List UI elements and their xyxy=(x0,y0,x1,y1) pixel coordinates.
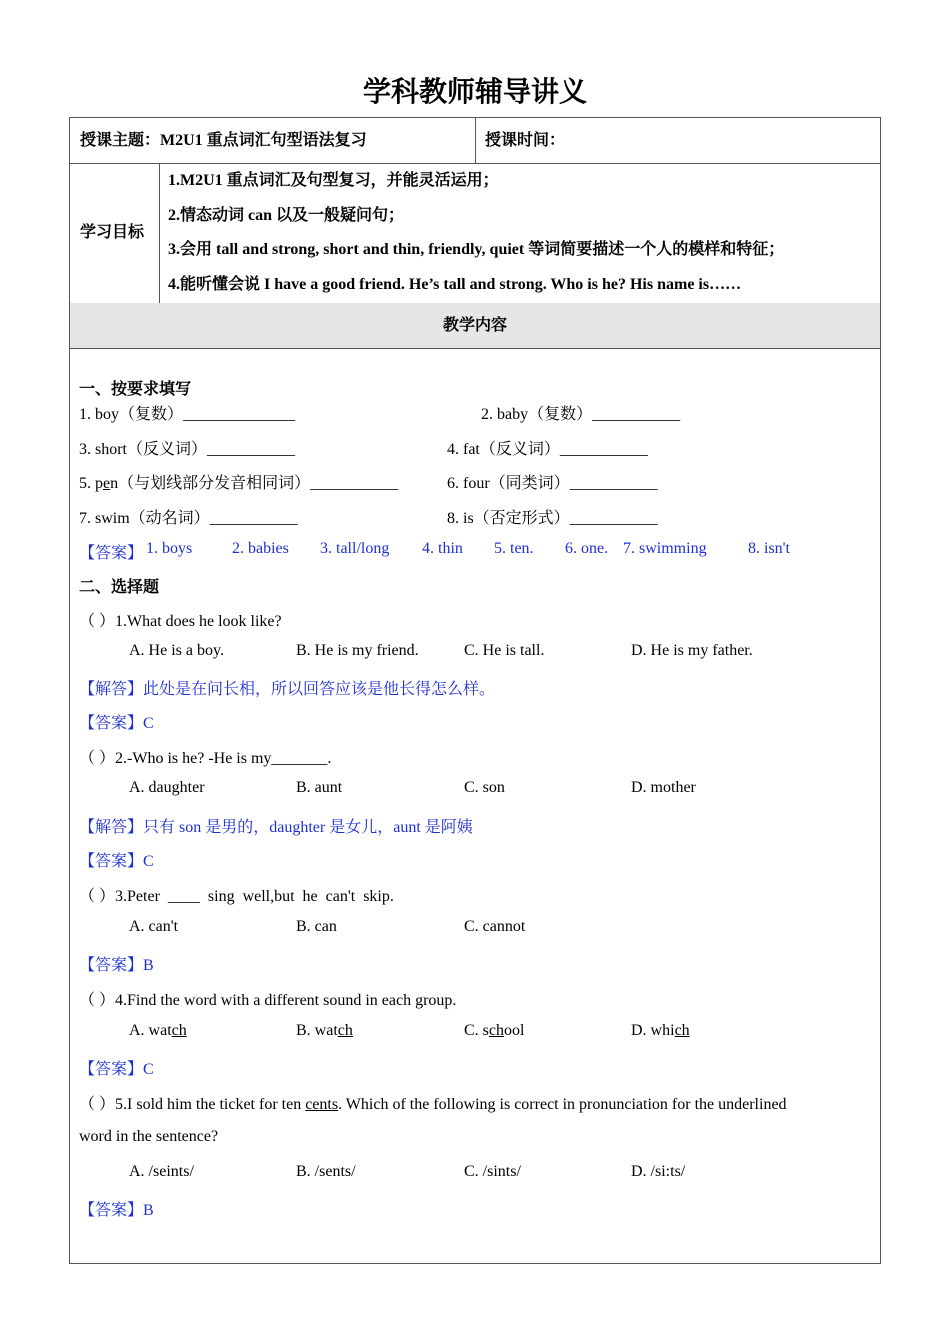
q4-option-d: D. which xyxy=(631,1022,690,1039)
objective-item: 4.能听懂会说 I have a good friend. He’s tall and strong. Who is he? His name is…… xyxy=(168,276,742,293)
section1-answer: 4. thin xyxy=(422,540,463,557)
q3-option-b: B. can xyxy=(296,918,337,935)
content-header: 教学内容 xyxy=(442,317,507,334)
section2-heading: 二、选择题 xyxy=(79,579,160,596)
q2-option-a: A. daughter xyxy=(129,779,205,796)
q4-option-c: C. school xyxy=(464,1022,525,1039)
q3-option-c: C. cannot xyxy=(464,918,526,935)
topic-label: 授课主题：M2U1 重点词汇句型语法复习 xyxy=(80,132,367,149)
fill-item-3: 3. short（反义词）___________ xyxy=(79,441,296,458)
section1-answer: 6. one. xyxy=(565,540,609,557)
q2-option-c: C. son xyxy=(464,779,505,796)
q5-option-b: B. /sents/ xyxy=(296,1163,356,1180)
q1-option-a: A. He is a boy. xyxy=(129,642,224,659)
objective-item: 2.情态动词 can 以及一般疑问句； xyxy=(168,207,405,224)
fill-item-6: 6. four（同类词）___________ xyxy=(447,475,658,492)
q4-option-b: B. watch xyxy=(296,1022,353,1039)
q3-answer: 【答案】B xyxy=(79,957,154,974)
question-4: （ ）4.Find the word with a different sound in each group. xyxy=(79,992,457,1009)
question-3: （ ）3.Peter ____ sing well,but he can't skip. xyxy=(79,888,394,905)
fill-item-2: 2. baby（复数）___________ xyxy=(481,406,681,423)
section1-answer: 5. ten. xyxy=(494,540,534,557)
fill-item-5: 5. pen（与划线部分发音相同词）___________ xyxy=(79,475,399,492)
fill-item-8: 8. is（否定形式）___________ xyxy=(447,510,658,527)
q3-option-a: A. can't xyxy=(129,918,179,935)
document-title: 学科教师辅导讲义 xyxy=(362,75,587,108)
section1-answer: 2. babies xyxy=(232,540,289,557)
section1-answer: 1. boys xyxy=(146,540,193,557)
q5-option-a: A. /seints/ xyxy=(129,1163,194,1180)
q2-answer: 【答案】C xyxy=(79,853,154,870)
question-5-line2: word in the sentence? xyxy=(79,1128,219,1145)
objective-item: 1.M2U1 重点词汇及句型复习，并能灵活运用； xyxy=(168,172,499,189)
question-5: （ ）5.I sold him the ticket for ten cents. Which of the following is correct in pronunciation for the underlined xyxy=(79,1096,787,1113)
header-divider xyxy=(475,118,476,163)
section1-answer: 3. tall/long xyxy=(320,540,390,557)
objective-item: 3.会用 tall and strong, short and thin, friendly, quiet 等词简要描述一个人的模样和特征； xyxy=(168,241,785,258)
q2-option-b: B. aunt xyxy=(296,779,343,796)
q5-option-d: D. /si:ts/ xyxy=(631,1163,686,1180)
section1-heading: 一、按要求填写 xyxy=(79,381,192,398)
fill-item-1: 1. boy（复数）______________ xyxy=(79,406,296,423)
section1-answer-label: 【答案】 xyxy=(79,545,144,562)
q1-option-c: C. He is tall. xyxy=(464,642,545,659)
q4-answer: 【答案】C xyxy=(79,1061,154,1078)
q5-option-c: C. /sints/ xyxy=(464,1163,521,1180)
q5-answer: 【答案】B xyxy=(79,1202,154,1219)
row-divider xyxy=(70,348,880,349)
fill-item-7: 7. swim（动名词）___________ xyxy=(79,510,298,527)
time-label: 授课时间： xyxy=(485,132,566,149)
q2-explanation: 【解答】只有 son 是男的，daughter 是女儿，aunt 是阿姨 xyxy=(79,819,473,836)
q1-option-d: D. He is my father. xyxy=(631,642,753,659)
q4-option-a: A. watch xyxy=(129,1022,187,1039)
question-1: （ ）1.What does he look like? xyxy=(79,613,282,630)
fill-item-4: 4. fat（反义词）___________ xyxy=(447,441,648,458)
row-divider xyxy=(70,163,880,164)
q1-explanation: 【解答】此处是在问长相，所以回答应该是他长得怎么样。 xyxy=(79,681,496,698)
objectives-label: 学习目标 xyxy=(80,224,145,241)
q1-option-b: B. He is my friend. xyxy=(296,642,419,659)
objectives-divider xyxy=(159,163,160,303)
question-2: （ ）2.-Who is he? -He is my_______. xyxy=(79,750,332,767)
section1-answer: 7. swimming xyxy=(623,540,707,557)
q1-answer: 【答案】C xyxy=(79,715,154,732)
section1-answer: 8. isn't xyxy=(748,540,790,557)
q2-option-d: D. mother xyxy=(631,779,696,796)
